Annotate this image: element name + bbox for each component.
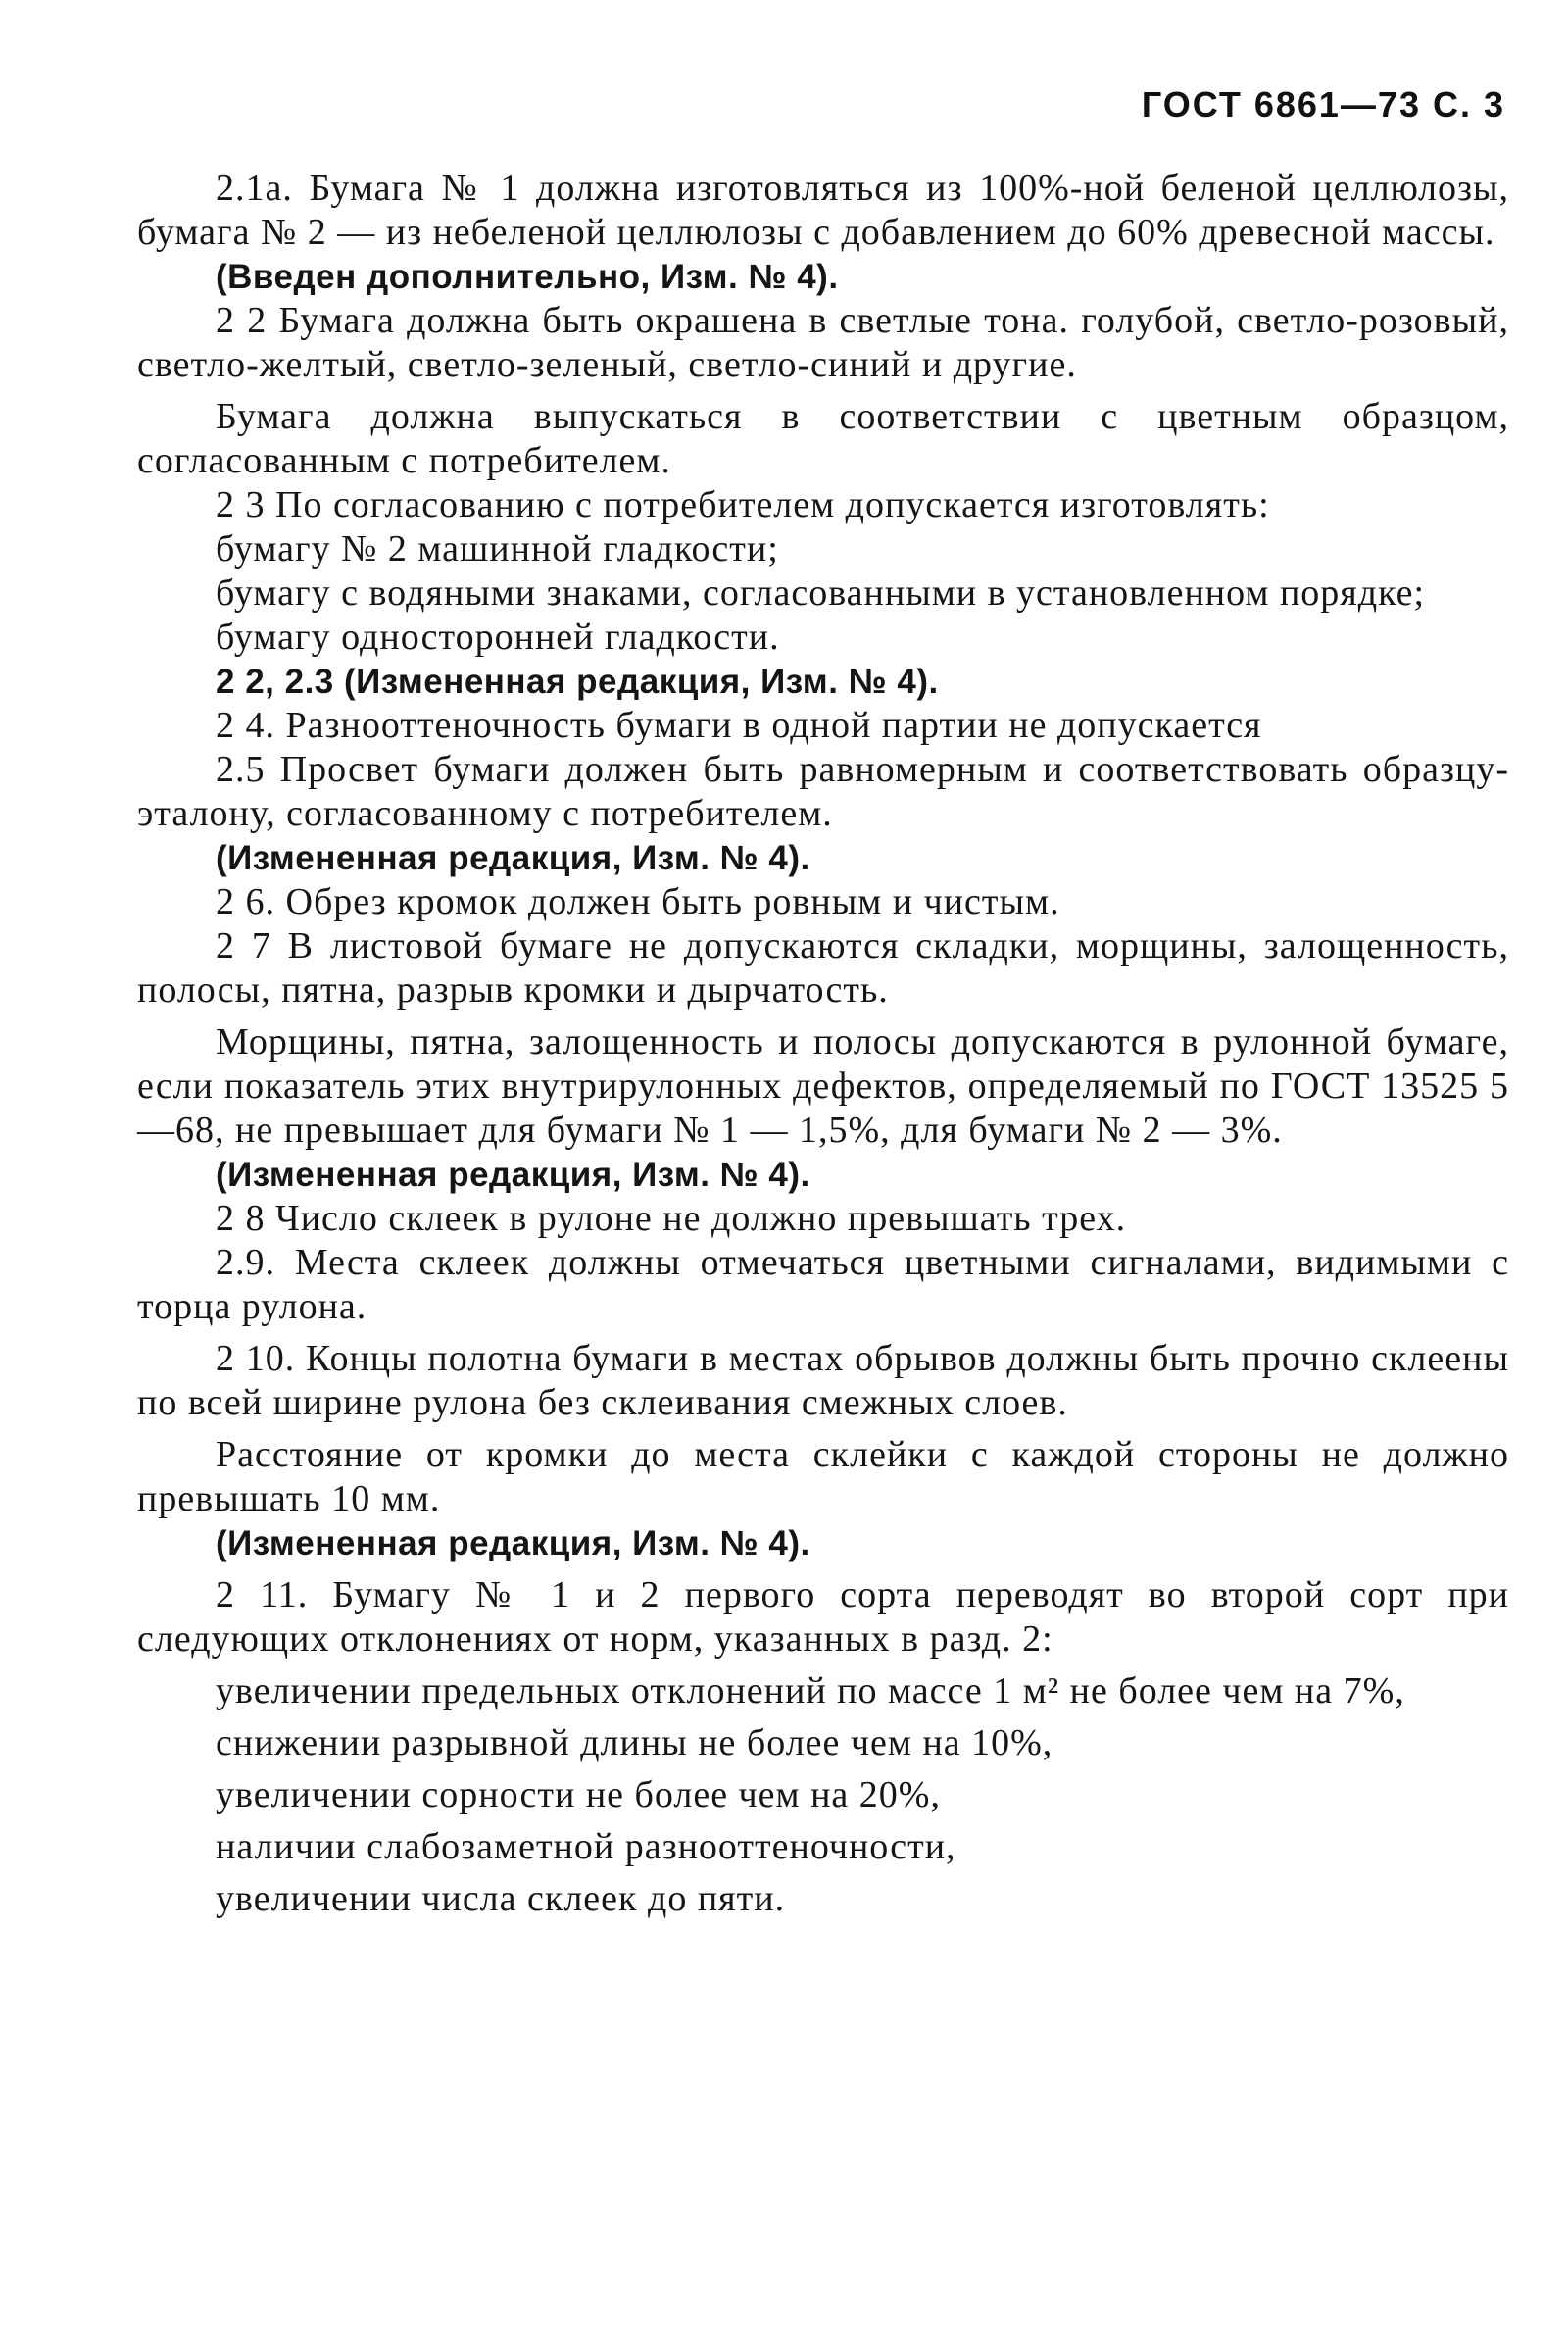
paragraph-2-6: 2 6. Обрез кромок должен быть ровным и чистым. [216, 881, 1060, 922]
paragraph-2-7-roll: Морщины, пятна, залощенность и полосы допускаются в рулонной бумаге, если показатель этих внутрирулонных дефектов, определяемый по ГОСТ 13525 5—68, не превышает для бумаги № 1 — 1,5%, для бумаги № 2 — 3%. [137, 1021, 1509, 1151]
paragraph-2-10-distance: Расстояние от кромки до места склейки с каждой стороны не должно превышать 10 мм. [137, 1434, 1509, 1519]
list-item: снижении разрывной длины не более чем на 10%, [216, 1722, 1054, 1763]
page-header: ГОСТ 6861—73 С. 3 [1141, 84, 1505, 124]
amendment-note: (Введен дополнительно, Изм. № 4). [216, 258, 839, 296]
amendment-note: (Измененная редакция, Изм. № 4). [216, 1156, 810, 1194]
list-item: увеличении предельных отклонений по массе 1 м² не более чем на 7%, [216, 1670, 1405, 1711]
paragraph-2-9: 2.9. Места склеек должны отмечаться цветными сигналами, видимыми с торца рулона. [137, 1242, 1509, 1327]
paragraph-2-4: 2 4. Разнооттеночность бумаги в одной партии не допускается [216, 705, 1262, 746]
list-item: бумагу № 2 машинной гладкости; [216, 528, 779, 570]
list-item: увеличении числа склеек до пяти. [216, 1878, 786, 1919]
paragraph-2-8: 2 8 Число склеек в рулоне не должно превышать трех. [216, 1198, 1127, 1239]
amendment-note: 2 2, 2.3 (Измененная редакция, Изм. № 4). [216, 663, 939, 701]
paragraph-2-1a: 2.1а. Бумага № 1 должна изготовляться из 100%-ной беленой целлюлозы, бумага № 2 — из небеленой целлюлозы с добавлением до 60% древесной массы. [137, 168, 1509, 253]
list-item: бумагу односторонней гладкости. [216, 617, 780, 658]
paragraph-2-5: 2.5 Просвет бумаги должен быть равномерным и соответствовать образцу-эталону, согласованному с потребителем. [137, 749, 1509, 834]
amendment-note: (Измененная редакция, Изм. № 4). [216, 1524, 810, 1562]
list-item: увеличении сорности не более чем на 20%, [216, 1774, 941, 1815]
paragraph-2-10: 2 10. Концы полотна бумаги в местах обрывов должны быть прочно склеены по всей ширине рулона без склеивания смежных слоев. [137, 1338, 1509, 1423]
paragraph-2-2-color: Бумага должна выпускаться в соответствии с цветным образцом, согласованным с потребителем. [137, 396, 1509, 481]
list-item: наличии слабозаметной разнооттеночности, [216, 1826, 956, 1867]
paragraph-2-3: 2 3 По согласованию с потребителем допускается изготовлять: [216, 484, 1270, 525]
paragraph-2-11: 2 11. Бумагу № 1 и 2 первого сорта переводят во второй сорт при следующих отклонениях от норм, указанных в разд. 2: [137, 1574, 1509, 1659]
amendment-note: (Измененная редакция, Изм. № 4). [216, 839, 810, 877]
paragraph-2-2: 2 2 Бумага должна быть окрашена в светлые тона. голубой, светло-розовый, светло-желтый, светло-зеленый, светло-синий и другие. [137, 300, 1509, 385]
list-item: бумагу с водяными знаками, согласованными в установленном порядке; [216, 572, 1426, 614]
document-body [137, 167, 1509, 1921]
paragraph-2-7: 2 7 В листовой бумаге не допускаются складки, морщины, залощенность, полосы, пятна, разрыв кромки и дырчатость. [137, 925, 1509, 1011]
